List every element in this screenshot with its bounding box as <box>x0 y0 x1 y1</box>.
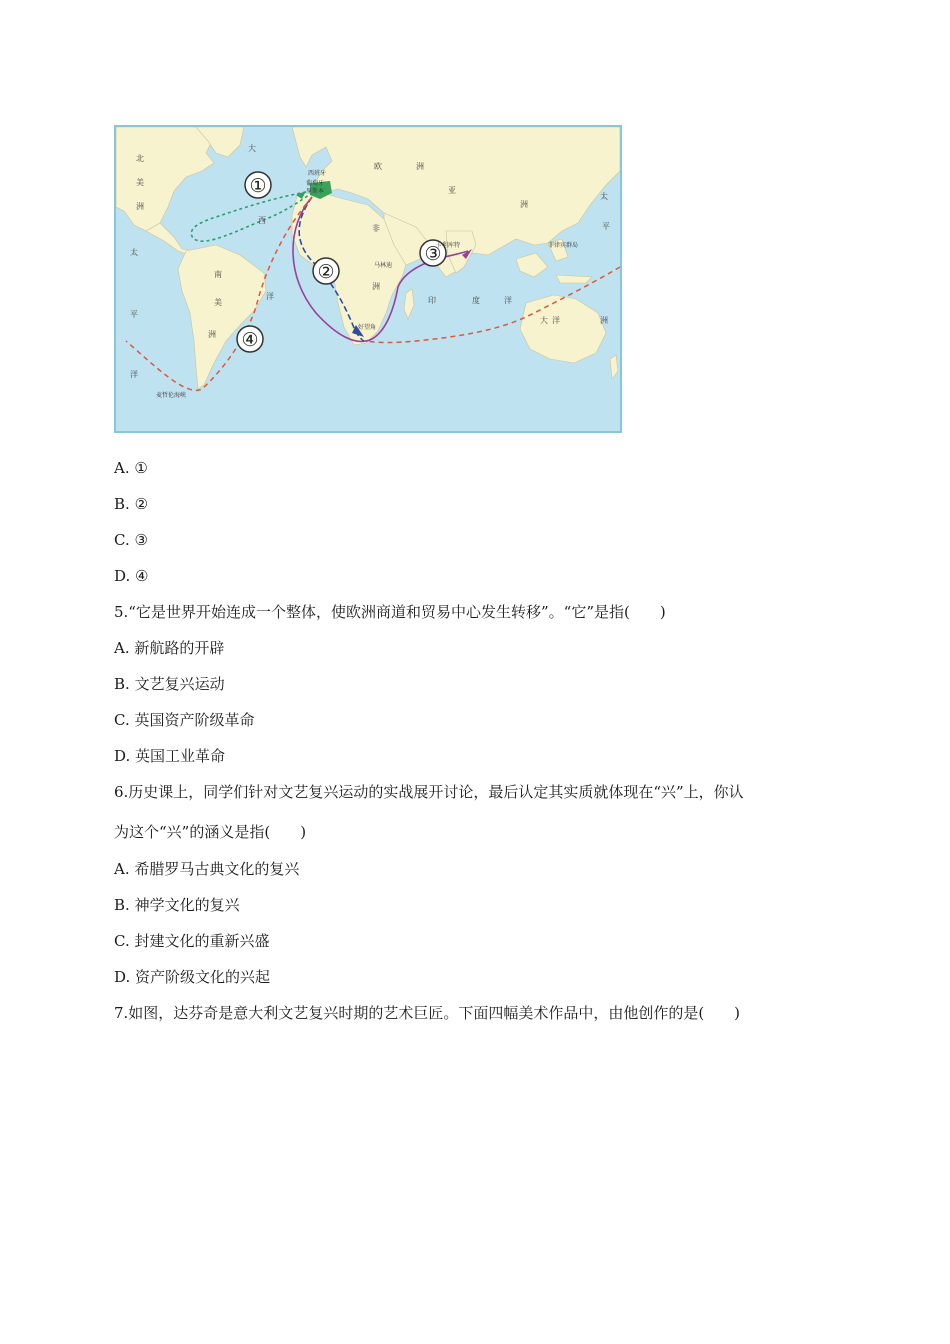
option-text: ③ <box>134 531 148 549</box>
label-lisbon: 里斯本 <box>306 188 325 195</box>
label-north-america-1: 北 <box>136 154 144 163</box>
label-philippines: 菲律宾群岛 <box>548 242 579 249</box>
label-europe-1: 欧 <box>374 162 382 171</box>
option-letter: B. <box>114 896 130 914</box>
label-asia-2: 洲 <box>520 200 528 209</box>
new-sea-routes-map <box>114 125 622 433</box>
q5-option-b <box>114 674 225 694</box>
q7-stem: 7.如图，达芬奇是意大利文艺复兴时期的艺术巨匠。下面四幅美术作品中，由他创作的是( ) <box>114 1004 741 1022</box>
option-text: ② <box>134 495 149 513</box>
label-africa-2: 洲 <box>372 282 380 291</box>
option-letter: D. <box>114 567 131 585</box>
route-one-marker: ① <box>249 175 267 197</box>
world-map-svg <box>116 127 620 431</box>
option-letter: D. <box>114 968 131 986</box>
label-atlantic-2: 西 <box>258 216 266 225</box>
label-europe-2: 洲 <box>416 162 424 171</box>
label-malindi: 马林迪 <box>374 262 393 269</box>
option-text: ④ <box>135 567 149 585</box>
q6-stem-line-1: 6.历史课上，同学们针对文艺复兴运动的实战展开讨论，最后认定其实质就体现在“兴”上，你认 <box>114 783 744 801</box>
label-south-america-2: 美 <box>214 298 222 307</box>
label-indian-3: 洋 <box>504 296 512 305</box>
label-indian-2: 度 <box>472 296 480 305</box>
label-south-america-3: 洲 <box>208 330 216 339</box>
option-letter: A. <box>114 639 130 657</box>
q4-option-a <box>114 458 148 478</box>
q4-option-c <box>114 530 148 550</box>
label-atlantic-1: 大 <box>248 144 256 153</box>
label-magellan-strait: 麦哲伦海峡 <box>156 392 187 399</box>
q5-option-c <box>114 710 255 730</box>
label-pacific-left-3: 洋 <box>130 370 138 379</box>
option-text: 希腊罗马古典文化的复兴 <box>134 860 300 878</box>
option-letter: B. <box>114 495 130 513</box>
option-letter: C. <box>114 711 130 729</box>
label-indian-1: 印 <box>428 296 436 305</box>
label-portugal: 葡萄牙 <box>306 180 325 187</box>
q6-option-a <box>114 859 299 879</box>
option-text: 资产阶级文化的兴起 <box>135 968 271 986</box>
q4-option-d <box>114 566 149 586</box>
label-south-america-1: 南 <box>214 270 222 279</box>
option-letter: D. <box>114 747 131 765</box>
option-letter: A. <box>114 860 130 878</box>
label-asia-1: 亚 <box>448 186 456 195</box>
option-text: 英国资产阶级革命 <box>134 711 255 729</box>
option-text: 新航路的开辟 <box>134 639 225 657</box>
label-spain: 西班牙 <box>308 170 327 177</box>
label-calicut: 卡利库特 <box>436 242 461 249</box>
label-pacific-right-1: 太 <box>600 192 608 201</box>
route-two-marker: ② <box>317 261 335 283</box>
q5-stem: 5.“它是世界开始连成一个整体，使欧洲商道和贸易中心发生转移”。“它”是指( ) <box>114 603 666 621</box>
q6-option-c <box>114 931 270 951</box>
q6-option-b <box>114 895 240 915</box>
label-oceania-2: 洋 <box>552 316 560 325</box>
label-atlantic-3: 洋 <box>266 292 274 301</box>
q6-option-d <box>114 967 270 987</box>
label-north-america-2: 美 <box>136 178 144 187</box>
label-oceania-1: 大 <box>540 316 548 325</box>
label-africa-1: 非 <box>372 224 380 233</box>
label-oceania-3: 洲 <box>600 316 608 325</box>
label-cape: 好望角 <box>358 324 377 331</box>
q5-option-a <box>114 638 224 658</box>
option-text: 英国工业革命 <box>135 747 226 765</box>
label-pacific-right-2: 平 <box>602 222 610 231</box>
option-text: 封建文化的重新兴盛 <box>134 932 270 950</box>
option-letter: C. <box>114 531 130 549</box>
label-pacific-left-2: 平 <box>130 310 138 319</box>
route-three-marker: ③ <box>424 243 442 265</box>
option-text: 文艺复兴运动 <box>134 675 225 693</box>
option-text: ① <box>134 459 148 477</box>
q6-stem-line-2: 为这个“兴”的涵义是指( ) <box>114 823 307 841</box>
option-letter: C. <box>114 932 130 950</box>
q4-option-b <box>114 494 148 514</box>
label-north-america-3: 洲 <box>136 202 144 211</box>
q5-option-d <box>114 746 225 766</box>
route-four-marker: ④ <box>241 329 259 351</box>
label-pacific-left-1: 太 <box>130 248 138 257</box>
option-letter: A. <box>114 459 130 477</box>
option-text: 神学文化的复兴 <box>134 896 240 914</box>
option-letter: B. <box>114 675 130 693</box>
